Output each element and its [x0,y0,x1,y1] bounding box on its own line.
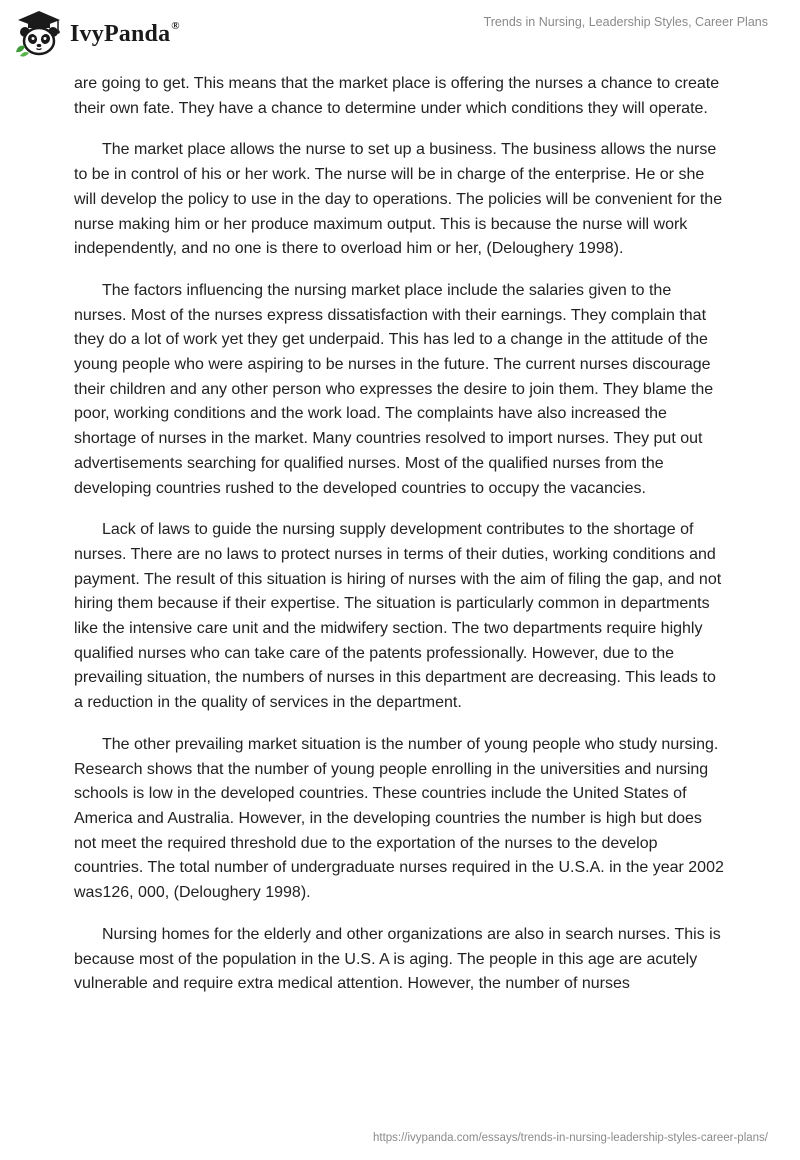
paragraph: Lack of laws to guide the nursing supply development contributes to the shortage of nurses. There are no laws to protect nurses in terms of their duties, working conditions and payment. The result of this situation is hiring of nurses with the aim of filing the gap, and not hiring them because if their expertise. The situation is particularly common in departments like the intensive care unit and the midwifery section. The two departments require highly qualified nurses who can take care of the patents professionally. However, due to the prevailing situation, the numbers of nurses in this department are decreasing. This leads to a reduction in the quality of services in the department. [74,521,722,712]
paragraph: Nursing homes for the elderly and other organizations are also in search nurses. This is because most of the population in the U.S. A is aging. The people in this age are acutely vulnerable and require extra medical attention. However, the number of nurses [74,925,721,993]
paragraph: The factors influencing the nursing market place include the salaries given to the nurses. Most of the nurses express dissatisfaction with their earnings. They complain that they do a lot of work yet they get underpaid. This has led to a change in the attitude of the young people who were aspiring to be nurses in the future. The current nurses discourage their children and any other person who expresses the desire to join them. They blame the poor, working conditions and the work load. The complaints have also increased the shortage of nurses in the market. Many countries resolved to import nurses. They put out advertisements searching for qualified nurses. Most of the qualified nurses from the developing countries rushed to the developed countries to occupy the vacancies. [74,281,714,497]
source-url[interactable]: https://ivypanda.com/essays/trends-in-nursing-leadership-styles-career-plans/ [372,1132,768,1144]
registered-mark: ® [171,19,180,32]
document-title: Trends in Nursing, Leadership Styles, Career Plans [483,15,768,29]
ivypanda-logo[interactable] [14,8,180,58]
panda-graduate-icon [14,8,64,58]
paragraph: are going to get. This means that the market place is offering the nurses a chance to create their own fate. They have a chance to determine under which conditions they will operate. [74,75,720,117]
brand-name: IvyPanda® [70,19,180,47]
paragraph: The market place allows the nurse to set up a business. The business allows the nurse to be in control of his or her work. The nurse will be in charge of the enterprise. He or she will develop the policy to use in the day to operations. The policies will be convenient for the nurse making him or her produce maximum output. This is because the nurse will work independently, and no one is there to overload him or her, (Deloughery 1998). [74,141,723,258]
essay-body [74,72,726,1014]
paragraph: The other prevailing market situation is the number of young people who study nursing. Research shows that the number of young people enrolling in the universities and nursing schools is low in the developed countries. These countries include the United States of America and Australia. However, in the developing countries the number is high but does not meet the required threshold due to the exportation of the nurses to the develop countries. The total number of undergraduate nurses required in the U.S.A. in the year 2002 was126, 000, (Deloughery 1998). [74,735,724,902]
page-header [0,0,800,64]
